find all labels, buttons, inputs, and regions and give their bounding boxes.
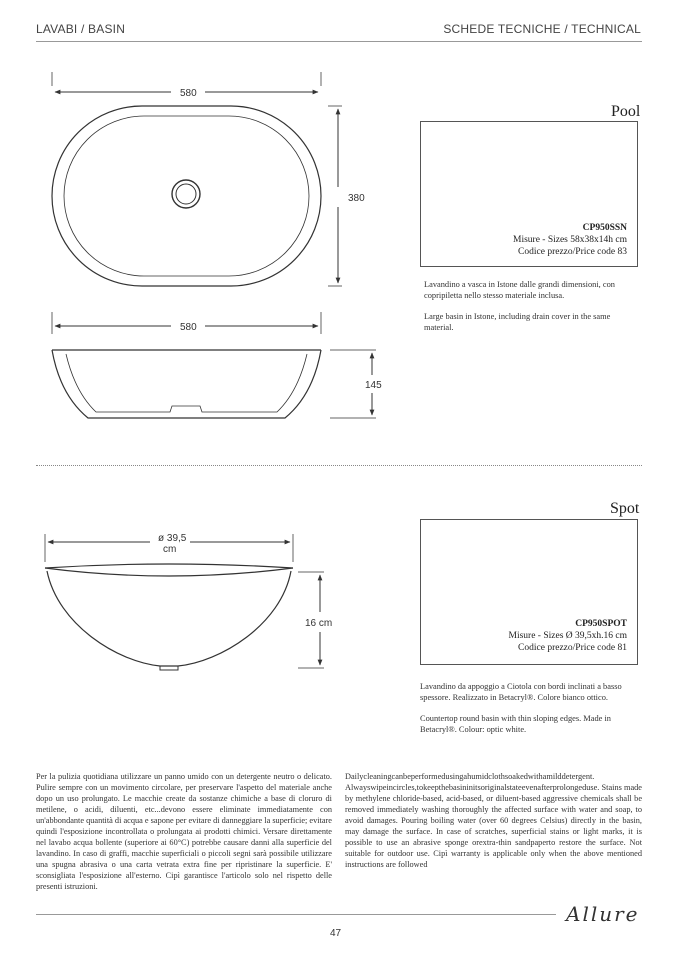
spot-side-view: [45, 534, 324, 670]
care-instructions-en: [345, 771, 642, 870]
spot-diameter-unit: cm: [163, 544, 177, 555]
spot-spec-box: [420, 519, 638, 665]
footer-divider: [36, 914, 556, 915]
header-section-left: LAVABI / BASIN: [36, 22, 126, 36]
care-text-en: Dailycleaningcanbeperformedusingahumidclothsoakedwithamilddetergent. Alwayswipeincircles,tokeepthebasininitsoriginalstateevenafterprolongeduse. Stains made by methylene chloride-based, acid-based, or diluent-based aggressive chemicals shall be removed immediately washing thoroughly the affected surface with water and soap, to avoid damages. Pouring boiling water (over 60 degrees Celsius) directly in the basin, may damage the surface. In case of scratches, superficial stains or light marks, it is possible to use an abrasive sponge orextra-thin sandpaperto restore the surface. Not suitable for outdoor use. Cipì warranty is applicable only when the above mentioned instructions are followed: [345, 772, 642, 869]
pool-description-en: Large basin in Istone, including drain cover in the same material.: [424, 312, 611, 332]
spot-diameter-label: ø 39,5: [158, 533, 187, 544]
pool-side-view: [52, 312, 376, 418]
pool-side-width-label: 580: [180, 322, 197, 333]
pool-description-it: Lavandino a vasca in Istone dalle grandi dimensioni, con copripiletta nello stesso materiale inclusa.: [424, 280, 615, 300]
pool-top-view: [52, 72, 342, 286]
pool-side-height-label: 145: [365, 380, 382, 391]
spot-description: [420, 681, 638, 745]
pool-spec-box: [420, 121, 638, 267]
pool-top-width-label: 580: [180, 88, 197, 99]
pool-price-code: Codice prezzo/Price code 83: [518, 247, 627, 257]
pool-product-name: Pool: [611, 103, 641, 120]
spot-product-name: Spot: [610, 500, 640, 517]
section-divider: [36, 465, 642, 466]
spot-description-en: Countertop round basin with thin sloping edges. Made in Betacryl®. Colour: optic white.: [420, 714, 611, 734]
header-section-right: SCHEDE TECNICHE / TECHNICAL: [443, 22, 641, 36]
spot-price-code: Codice prezzo/Price code 81: [518, 643, 627, 653]
page-number: 47: [330, 928, 342, 939]
care-instructions-it: [36, 771, 332, 892]
pool-top-depth-label: 380: [348, 193, 365, 204]
spot-height-label: 16 cm: [305, 618, 333, 629]
care-text-it: Per la pulizia quotidiana utilizzare un panno umido con un detergente neutro o delicato. Pulire sempre con un movimento circolare, per preservare l'aspetto del materiale anche dopo un uso prolungato. Le macchie create da sostanze chimiche a base di cloruro di metilene, o acidi, diluenti, etc...devono essere eliminate immediatamente con un'abbondante quantità di acqua e sapone per evitare di danneggiare la superficie; evitare quindi l'esposizione incontrollata o prolungata ai prodotti chimici. Versare direttamente nel lavabo acqua bollente (superiore ai 60°C) potrebbe causare danni alla superficie del lavandino. In caso di graffi, macchie superficiali o piccoli segni sarà possibile utilizzare una spugna abrasiva o una carta vetrata extra fine per ripristinare la superficie. E' sconsigliata l'esposizione all'esterno. Cipì garantisce l'articolo solo nel rispetto delle presenti istruzioni.: [36, 772, 332, 891]
spot-product-code: CP950SPOT: [575, 619, 627, 629]
pool-product-code: CP950SSN: [582, 223, 627, 233]
spot-description-it: Lavandino da appoggio a Ciotola con bordi inclinati a basso spessore. Realizzato in Betacryl®. Colore bianco ottico.: [420, 682, 622, 702]
pool-sizes: Misure - Sizes 58x38x14h cm: [513, 235, 627, 245]
brand-logo: Allure: [566, 902, 640, 926]
spot-sizes: Misure - Sizes Ø 39,5xh.16 cm: [508, 631, 627, 641]
pool-description: [424, 279, 638, 343]
